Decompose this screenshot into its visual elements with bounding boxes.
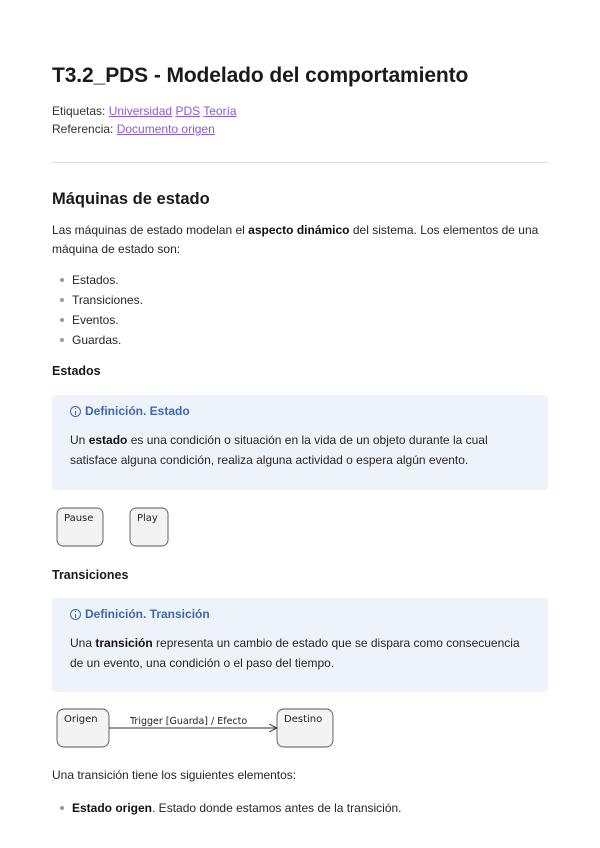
definition-callout-transition bbox=[52, 598, 548, 692]
state-label-pause: Pause bbox=[64, 513, 94, 524]
intro-text-bold: aspecto dinámico bbox=[248, 223, 350, 237]
intro-text-end: del sistema. Los elementos de una máquina de estado son: bbox=[52, 223, 539, 256]
callout-title-text: Definición. Estado bbox=[85, 404, 190, 418]
callout-body-transition bbox=[70, 634, 532, 673]
reference-label: Referencia: bbox=[52, 122, 114, 136]
transition-label: Trigger [Guarda] / Efecto bbox=[130, 716, 248, 727]
info-icon bbox=[70, 609, 81, 620]
subheading-states: Estados bbox=[52, 364, 101, 378]
list-item: Estados. bbox=[60, 270, 143, 290]
callout-body-end: representa un cambio de estado que se dispara como consecuencia de un evento, una condición o el paso del tiempo. bbox=[70, 636, 520, 670]
callout-body-start: Una bbox=[70, 636, 96, 650]
callout-body-start: Un bbox=[70, 433, 89, 447]
reference-link[interactable]: Documento origen bbox=[116, 122, 215, 136]
callout-body-bold: transición bbox=[95, 636, 153, 650]
callout-title-state bbox=[70, 404, 190, 418]
state-label-target: Destino bbox=[284, 714, 323, 725]
tag-link-teoria[interactable]: Teoría bbox=[203, 104, 237, 118]
callout-body-end: es una condición o situación en la vida de un objeto durante la cual satisface alguna condición, realiza alguna actividad o espera algún evento. bbox=[70, 433, 488, 467]
callout-title-transition bbox=[70, 607, 210, 621]
intro-paragraph bbox=[52, 221, 548, 259]
transition-diagram bbox=[52, 704, 342, 752]
list-item: Eventos. bbox=[60, 310, 143, 330]
callout-title-text: Definición. Transición bbox=[85, 607, 210, 621]
transition-elements-list bbox=[60, 798, 402, 818]
list-item-bold: Estado origen bbox=[72, 801, 153, 815]
tags-row bbox=[52, 104, 237, 118]
reference-row bbox=[52, 122, 215, 136]
definition-callout-state bbox=[52, 395, 548, 490]
transition-elements-intro: Una transición tiene los siguientes elementos: bbox=[52, 768, 297, 782]
list-item bbox=[60, 798, 402, 818]
subheading-transitions: Transiciones bbox=[52, 568, 129, 582]
tag-link-universidad[interactable]: Universidad bbox=[108, 104, 173, 118]
state-label-source: Origen bbox=[64, 714, 98, 725]
tags-label: Etiquetas: bbox=[52, 104, 106, 118]
callout-body-state bbox=[70, 431, 532, 470]
state-machine-elements-list bbox=[60, 270, 143, 350]
list-item: Guardas. bbox=[60, 330, 143, 350]
callout-body-bold: estado bbox=[88, 433, 128, 447]
list-item-text: . Estado donde estamos antes de la transición. bbox=[152, 801, 402, 815]
section-heading-state-machines: Máquinas de estado bbox=[52, 190, 210, 208]
list-item: Transiciones. bbox=[60, 290, 143, 310]
info-icon bbox=[70, 406, 81, 417]
tag-link-pds[interactable]: PDS bbox=[175, 104, 201, 118]
states-diagram bbox=[52, 504, 182, 550]
divider bbox=[52, 162, 548, 163]
page-title: T3.2_PDS - Modelado del comportamiento bbox=[52, 64, 469, 87]
intro-text-start: Las máquinas de estado modelan el bbox=[52, 223, 249, 237]
state-label-play: Play bbox=[137, 513, 158, 524]
